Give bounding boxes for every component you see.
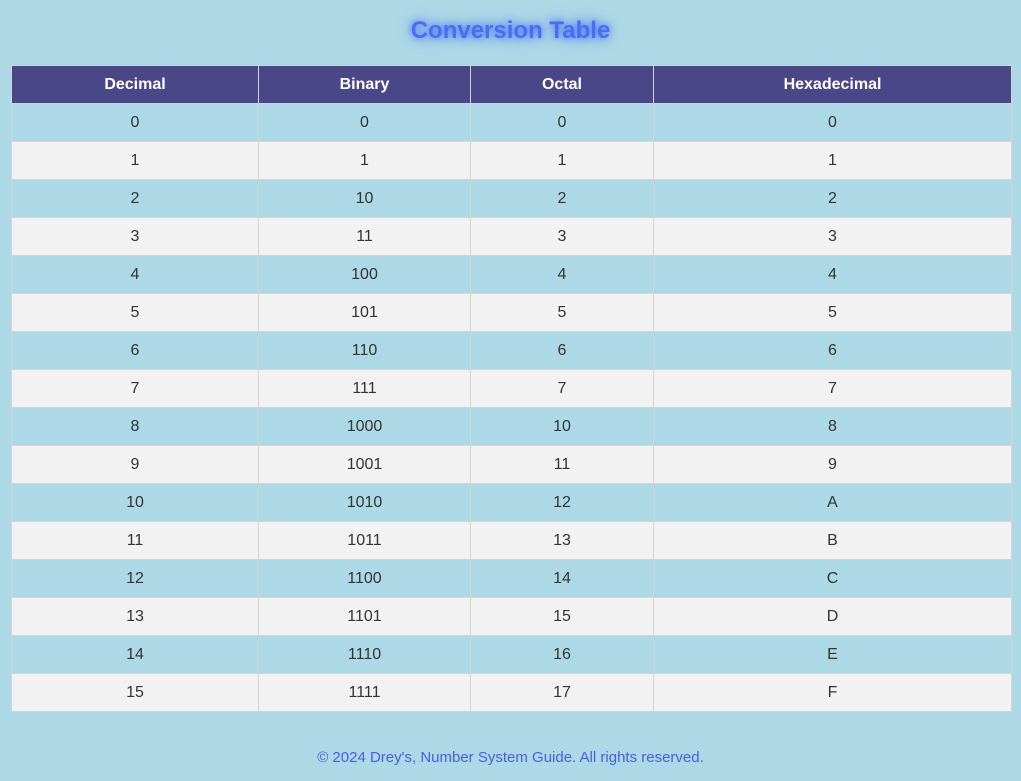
hexadecimal-cell: A	[654, 484, 1012, 522]
octal-cell: 10	[471, 408, 654, 446]
hexadecimal-cell: 9	[654, 446, 1012, 484]
octal-cell: 7	[471, 370, 654, 408]
table-row	[12, 104, 1012, 142]
table-row	[12, 674, 1012, 712]
table-row	[12, 636, 1012, 674]
hexadecimal-cell: 0	[654, 104, 1012, 142]
hexadecimal-cell: 8	[654, 408, 1012, 446]
table-row	[12, 560, 1012, 598]
table-row	[12, 256, 1012, 294]
binary-cell: 1001	[259, 446, 471, 484]
column-header-hexadecimal: Hexadecimal	[654, 66, 1012, 104]
decimal-cell: 10	[12, 484, 259, 522]
octal-cell: 14	[471, 560, 654, 598]
table-row	[12, 522, 1012, 560]
octal-cell: 5	[471, 294, 654, 332]
hexadecimal-cell: 4	[654, 256, 1012, 294]
table-header-row	[12, 66, 1012, 104]
decimal-cell: 3	[12, 218, 259, 256]
table-row	[12, 370, 1012, 408]
octal-cell: 3	[471, 218, 654, 256]
decimal-cell: 8	[12, 408, 259, 446]
decimal-cell: 0	[12, 104, 259, 142]
octal-cell: 6	[471, 332, 654, 370]
table-row	[12, 598, 1012, 636]
hexadecimal-cell: F	[654, 674, 1012, 712]
column-header-octal: Octal	[471, 66, 654, 104]
hexadecimal-cell: E	[654, 636, 1012, 674]
table-row	[12, 484, 1012, 522]
binary-cell: 100	[259, 256, 471, 294]
binary-cell: 101	[259, 294, 471, 332]
binary-cell: 1010	[259, 484, 471, 522]
binary-cell: 1000	[259, 408, 471, 446]
binary-cell: 0	[259, 104, 471, 142]
binary-cell: 1110	[259, 636, 471, 674]
decimal-cell: 9	[12, 446, 259, 484]
table-row	[12, 408, 1012, 446]
conversion-table	[11, 65, 1012, 712]
column-header-binary: Binary	[259, 66, 471, 104]
hexadecimal-cell: 5	[654, 294, 1012, 332]
decimal-cell: 5	[12, 294, 259, 332]
octal-cell: 4	[471, 256, 654, 294]
table-row	[12, 294, 1012, 332]
decimal-cell: 11	[12, 522, 259, 560]
table-row	[12, 446, 1012, 484]
octal-cell: 15	[471, 598, 654, 636]
octal-cell: 12	[471, 484, 654, 522]
hexadecimal-cell: D	[654, 598, 1012, 636]
footer-copyright: © 2024 Drey's, Number System Guide. All rights reserved.	[317, 749, 704, 766]
binary-cell: 1	[259, 142, 471, 180]
decimal-cell: 15	[12, 674, 259, 712]
binary-cell: 1111	[259, 674, 471, 712]
hexadecimal-cell: 2	[654, 180, 1012, 218]
octal-cell: 11	[471, 446, 654, 484]
binary-cell: 11	[259, 218, 471, 256]
table-row	[12, 218, 1012, 256]
hexadecimal-cell: 7	[654, 370, 1012, 408]
octal-cell: 16	[471, 636, 654, 674]
decimal-cell: 6	[12, 332, 259, 370]
decimal-cell: 2	[12, 180, 259, 218]
table-row	[12, 332, 1012, 370]
decimal-cell: 4	[12, 256, 259, 294]
binary-cell: 1101	[259, 598, 471, 636]
decimal-cell: 14	[12, 636, 259, 674]
decimal-cell: 12	[12, 560, 259, 598]
octal-cell: 17	[471, 674, 654, 712]
hexadecimal-cell: 3	[654, 218, 1012, 256]
table-body	[12, 104, 1012, 712]
octal-cell: 13	[471, 522, 654, 560]
octal-cell: 0	[471, 104, 654, 142]
octal-cell: 1	[471, 142, 654, 180]
hexadecimal-cell: C	[654, 560, 1012, 598]
column-header-decimal: Decimal	[12, 66, 259, 104]
binary-cell: 110	[259, 332, 471, 370]
decimal-cell: 7	[12, 370, 259, 408]
hexadecimal-cell: 1	[654, 142, 1012, 180]
hexadecimal-cell: 6	[654, 332, 1012, 370]
hexadecimal-cell: B	[654, 522, 1012, 560]
table-row	[12, 180, 1012, 218]
table-row	[12, 142, 1012, 180]
page-title: Conversion Table	[410, 17, 611, 44]
decimal-cell: 1	[12, 142, 259, 180]
binary-cell: 111	[259, 370, 471, 408]
octal-cell: 2	[471, 180, 654, 218]
binary-cell: 10	[259, 180, 471, 218]
binary-cell: 1011	[259, 522, 471, 560]
decimal-cell: 13	[12, 598, 259, 636]
binary-cell: 1100	[259, 560, 471, 598]
